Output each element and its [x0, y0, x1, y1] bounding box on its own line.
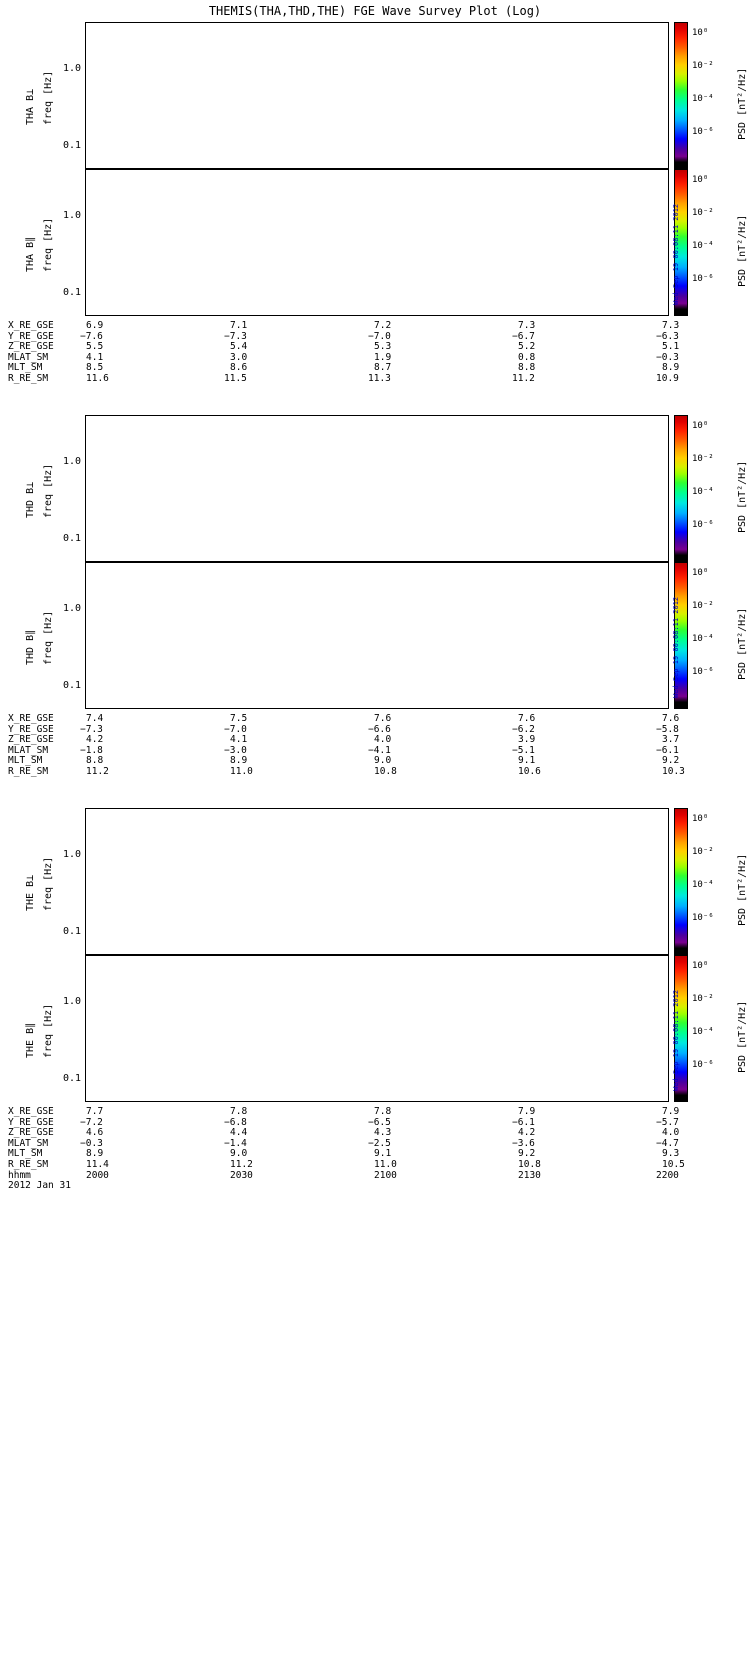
panel-tha-bperp	[85, 22, 669, 169]
eph-row-label: Z_RE_GSE	[8, 734, 54, 746]
ytick-label: 0.1	[62, 287, 81, 298]
eph-value: 4.0	[374, 734, 392, 746]
colorbar-tick: 10⁰	[692, 568, 709, 578]
eph-value: 7.1	[230, 320, 248, 331]
ytick-label: 1.0	[62, 210, 81, 221]
panel-the-bpar-axis-label: freq [Hz]	[43, 1003, 54, 1058]
eph-value: 5.1	[662, 341, 680, 353]
panel-the-bpar	[85, 955, 669, 1102]
eph-value: 11.4	[86, 1159, 109, 1170]
eph-date-label: 2012 Jan 31	[8, 1180, 71, 1192]
eph-value: 11.2	[86, 766, 109, 777]
colorbar-thd-bperp	[674, 415, 688, 562]
colorbar-tick: 10⁻²	[692, 61, 714, 71]
panel-the-bperp-axis-label: freq [Hz]	[43, 856, 54, 911]
eph-row-label: Y_RE_GSE	[8, 723, 54, 735]
eph-value: 7.8	[230, 1106, 248, 1117]
eph-value: −6.2	[512, 723, 535, 735]
eph-value: −7.0	[368, 330, 391, 342]
timestamp-stamp: Wed Sep 19 00:08:11 2012	[672, 989, 680, 1091]
eph-row-label: MLAT_SM	[8, 744, 49, 756]
eph-value: −7.6	[80, 330, 103, 342]
eph-value: 9.2	[662, 755, 680, 767]
eph-value: 11.0	[230, 766, 253, 777]
eph-value: 10.8	[374, 766, 397, 777]
eph-value: 3.9	[518, 734, 536, 746]
colorbar-the-bperp	[674, 808, 688, 955]
eph-value: −4.1	[368, 744, 391, 756]
colorbar-label: PSD [nT²/Hz]	[737, 214, 748, 287]
eph-value: 10.6	[518, 766, 541, 777]
eph-row-label: X_RE_GSE	[8, 1106, 54, 1117]
eph-value: 8.7	[374, 362, 392, 374]
eph-row-label: MLAT_SM	[8, 351, 49, 363]
eph-value: 7.3	[518, 320, 536, 331]
eph-value: 7.2	[374, 320, 392, 331]
eph-value: 3.0	[230, 351, 248, 363]
eph-value: 9.1	[374, 1148, 392, 1160]
eph-value: 9.2	[518, 1148, 536, 1160]
eph-value: 11.2	[512, 373, 535, 384]
colorbar-tick: 10⁻⁶	[692, 667, 714, 677]
colorbar-label: PSD [nT²/Hz]	[737, 853, 748, 926]
eph-value: 4.0	[662, 1127, 680, 1139]
eph-value: −6.6	[368, 723, 391, 735]
eph-row-label: R_RE_SM	[8, 766, 49, 777]
eph-value: 4.4	[230, 1127, 248, 1139]
eph-value: −7.2	[80, 1116, 103, 1128]
eph-value: 7.6	[374, 713, 392, 724]
eph-value: 8.5	[86, 362, 104, 374]
eph-row-label: MLT_SM	[8, 1148, 43, 1160]
eph-row-label: X_RE_GSE	[8, 320, 54, 331]
eph-value: 10.9	[656, 373, 679, 384]
colorbar-tick: 10⁰	[692, 961, 709, 971]
eph-value: −1.8	[80, 744, 103, 756]
eph-time-value: 2130	[518, 1169, 541, 1181]
colorbar-tick: 10⁻⁴	[692, 487, 714, 497]
eph-value: −7.3	[80, 723, 103, 735]
eph-value: 8.6	[230, 362, 248, 374]
eph-value: 9.1	[518, 755, 536, 767]
panel-the-bperp-probe-label: THE B⊥	[25, 874, 36, 911]
colorbar-tick: 10⁻²	[692, 847, 714, 857]
colorbar-tick: 10⁰	[692, 175, 709, 185]
colorbar-tick: 10⁰	[692, 814, 709, 824]
eph-value: 11.0	[374, 1159, 397, 1170]
eph-value: 8.9	[86, 1148, 104, 1160]
eph-time-value: 2100	[374, 1169, 397, 1181]
eph-value: 5.5	[86, 341, 104, 353]
eph-value: 7.8	[374, 1106, 392, 1117]
eph-value: 8.9	[662, 362, 680, 374]
colorbar-tick: 10⁻⁴	[692, 241, 714, 251]
eph-row-label: Z_RE_GSE	[8, 1127, 54, 1139]
ytick-label: 0.1	[62, 680, 81, 691]
eph-value: 4.6	[86, 1127, 104, 1139]
page-title: THEMIS(THA,THD,THE) FGE Wave Survey Plot (Log)	[208, 4, 542, 18]
eph-value: 11.2	[230, 1159, 253, 1170]
ephemeris-block-the	[8, 1107, 750, 1195]
eph-value: 7.3	[662, 320, 680, 331]
colorbar-tick: 10⁰	[692, 421, 709, 431]
colorbar-tick: 10⁻²	[692, 208, 714, 218]
panel-thd-bperp-probe-label: THD B⊥	[25, 481, 36, 518]
eph-value: 7.5	[230, 713, 248, 724]
eph-value: −7.0	[224, 723, 247, 735]
eph-value: 9.0	[230, 1148, 248, 1160]
ephemeris-block-tha	[8, 321, 750, 387]
ytick-label: 1.0	[62, 63, 81, 74]
colorbar-tick: 10⁻⁶	[692, 520, 714, 530]
eph-row-label: MLT_SM	[8, 362, 43, 374]
ytick-label: 1.0	[62, 603, 81, 614]
eph-row-label: Z_RE_GSE	[8, 341, 54, 353]
colorbar-tick: 10⁻⁴	[692, 94, 714, 104]
colorbar-tick: 10⁻²	[692, 994, 714, 1004]
eph-value: 10.5	[662, 1159, 685, 1170]
eph-value: −5.8	[656, 723, 679, 735]
panel-the-bperp	[85, 808, 669, 955]
timestamp-stamp: Wed Sep 19 00:08:11 2012	[672, 203, 680, 305]
colorbar-tha-bperp	[674, 22, 688, 169]
panel-thd-bperp-axis-label: freq [Hz]	[43, 463, 54, 518]
eph-value: 4.2	[86, 734, 104, 746]
colorbar-label: PSD [nT²/Hz]	[737, 607, 748, 680]
eph-value: −6.1	[656, 744, 679, 756]
panel-tha-bpar-axis-label: freq [Hz]	[43, 217, 54, 272]
eph-value: −3.0	[224, 744, 247, 756]
eph-value: 4.3	[374, 1127, 392, 1139]
eph-value: −6.8	[224, 1116, 247, 1128]
ytick-label: 1.0	[62, 849, 81, 860]
ytick-label: 0.1	[62, 140, 81, 151]
eph-value: 4.1	[86, 351, 104, 363]
panel-tha-bperp-probe-label: THA B⊥	[25, 88, 36, 125]
ytick-label: 0.1	[62, 533, 81, 544]
eph-value: −2.5	[368, 1137, 391, 1149]
ytick-label: 1.0	[62, 456, 81, 467]
ytick-label: 0.1	[62, 1073, 81, 1084]
eph-value: 4.1	[230, 734, 248, 746]
eph-value: 5.2	[518, 341, 536, 353]
panel-tha-bpar-probe-label: THA B∥	[25, 236, 36, 272]
eph-value: 7.6	[662, 713, 680, 724]
eph-row-label: Y_RE_GSE	[8, 330, 54, 342]
eph-value: −6.3	[656, 330, 679, 342]
eph-value: 7.6	[518, 713, 536, 724]
eph-time-value: 2000	[86, 1169, 109, 1181]
eph-value: −6.7	[512, 330, 535, 342]
ephemeris-block-thd	[8, 714, 750, 780]
eph-value: −4.7	[656, 1137, 679, 1149]
eph-value: 9.0	[374, 755, 392, 767]
eph-value: 8.9	[230, 755, 248, 767]
eph-time-value: 2200	[656, 1169, 679, 1181]
eph-row-label: R_RE_SM	[8, 1159, 49, 1170]
eph-value: 10.8	[518, 1159, 541, 1170]
eph-value: 8.8	[518, 362, 536, 374]
eph-row-label: R_RE_SM	[8, 373, 49, 384]
colorbar-tick: 10⁻⁴	[692, 634, 714, 644]
eph-value: 0.8	[518, 351, 536, 363]
panel-tha-bperp-axis-label: freq [Hz]	[43, 70, 54, 125]
panel-thd-bperp	[85, 415, 669, 562]
eph-value: 11.3	[368, 373, 391, 384]
eph-value: 5.3	[374, 341, 392, 353]
eph-value: −6.5	[368, 1116, 391, 1128]
panel-tha-bpar	[85, 169, 669, 316]
colorbar-label: PSD [nT²/Hz]	[737, 67, 748, 140]
eph-value: −5.7	[656, 1116, 679, 1128]
eph-value: −5.1	[512, 744, 535, 756]
eph-time-value: 2030	[230, 1169, 253, 1181]
colorbar-tick: 10⁻⁴	[692, 880, 714, 890]
eph-value: 7.7	[86, 1106, 104, 1117]
colorbar-tick: 10⁻⁶	[692, 913, 714, 923]
colorbar-tick: 10⁻²	[692, 601, 714, 611]
timestamp-stamp: Wed Sep 19 00:08:11 2012	[672, 596, 680, 698]
colorbar-label: PSD [nT²/Hz]	[737, 460, 748, 533]
eph-value: −7.3	[224, 330, 247, 342]
eph-row-label: MLAT_SM	[8, 1137, 49, 1149]
eph-value: 11.6	[86, 373, 109, 384]
colorbar-tick: 10⁻²	[692, 454, 714, 464]
eph-value: 1.9	[374, 351, 392, 363]
panel-thd-bpar-axis-label: freq [Hz]	[43, 610, 54, 665]
eph-value: 10.3	[662, 766, 685, 777]
eph-time-row-label: hhmm	[8, 1169, 31, 1181]
eph-value: 3.7	[662, 734, 680, 746]
ytick-label: 0.1	[62, 926, 81, 937]
eph-value: 4.2	[518, 1127, 536, 1139]
colorbar-tick: 10⁰	[692, 28, 709, 38]
eph-value: −0.3	[80, 1137, 103, 1149]
eph-value: −6.1	[512, 1116, 535, 1128]
colorbar-label: PSD [nT²/Hz]	[737, 1000, 748, 1073]
panel-thd-bpar	[85, 562, 669, 709]
panel-the-bpar-probe-label: THE B∥	[25, 1022, 36, 1058]
eph-value: 11.5	[224, 373, 247, 384]
colorbar-tick: 10⁻⁴	[692, 1027, 714, 1037]
eph-value: 7.9	[662, 1106, 680, 1117]
eph-value: −1.4	[224, 1137, 247, 1149]
colorbar-tick: 10⁻⁶	[692, 274, 714, 284]
eph-row-label: X_RE_GSE	[8, 713, 54, 724]
eph-value: −0.3	[656, 351, 679, 363]
ytick-label: 1.0	[62, 996, 81, 1007]
eph-row-label: Y_RE_GSE	[8, 1116, 54, 1128]
eph-value: −3.6	[512, 1137, 535, 1149]
eph-row-label: MLT_SM	[8, 755, 43, 767]
eph-value: 5.4	[230, 341, 248, 353]
colorbar-tick: 10⁻⁶	[692, 127, 714, 137]
eph-value: 8.8	[86, 755, 104, 767]
colorbar-tick: 10⁻⁶	[692, 1060, 714, 1070]
eph-value: 7.9	[518, 1106, 536, 1117]
eph-value: 9.3	[662, 1148, 680, 1160]
panel-thd-bpar-probe-label: THD B∥	[25, 629, 36, 665]
eph-value: 7.4	[86, 713, 104, 724]
eph-value: 6.9	[86, 320, 104, 331]
